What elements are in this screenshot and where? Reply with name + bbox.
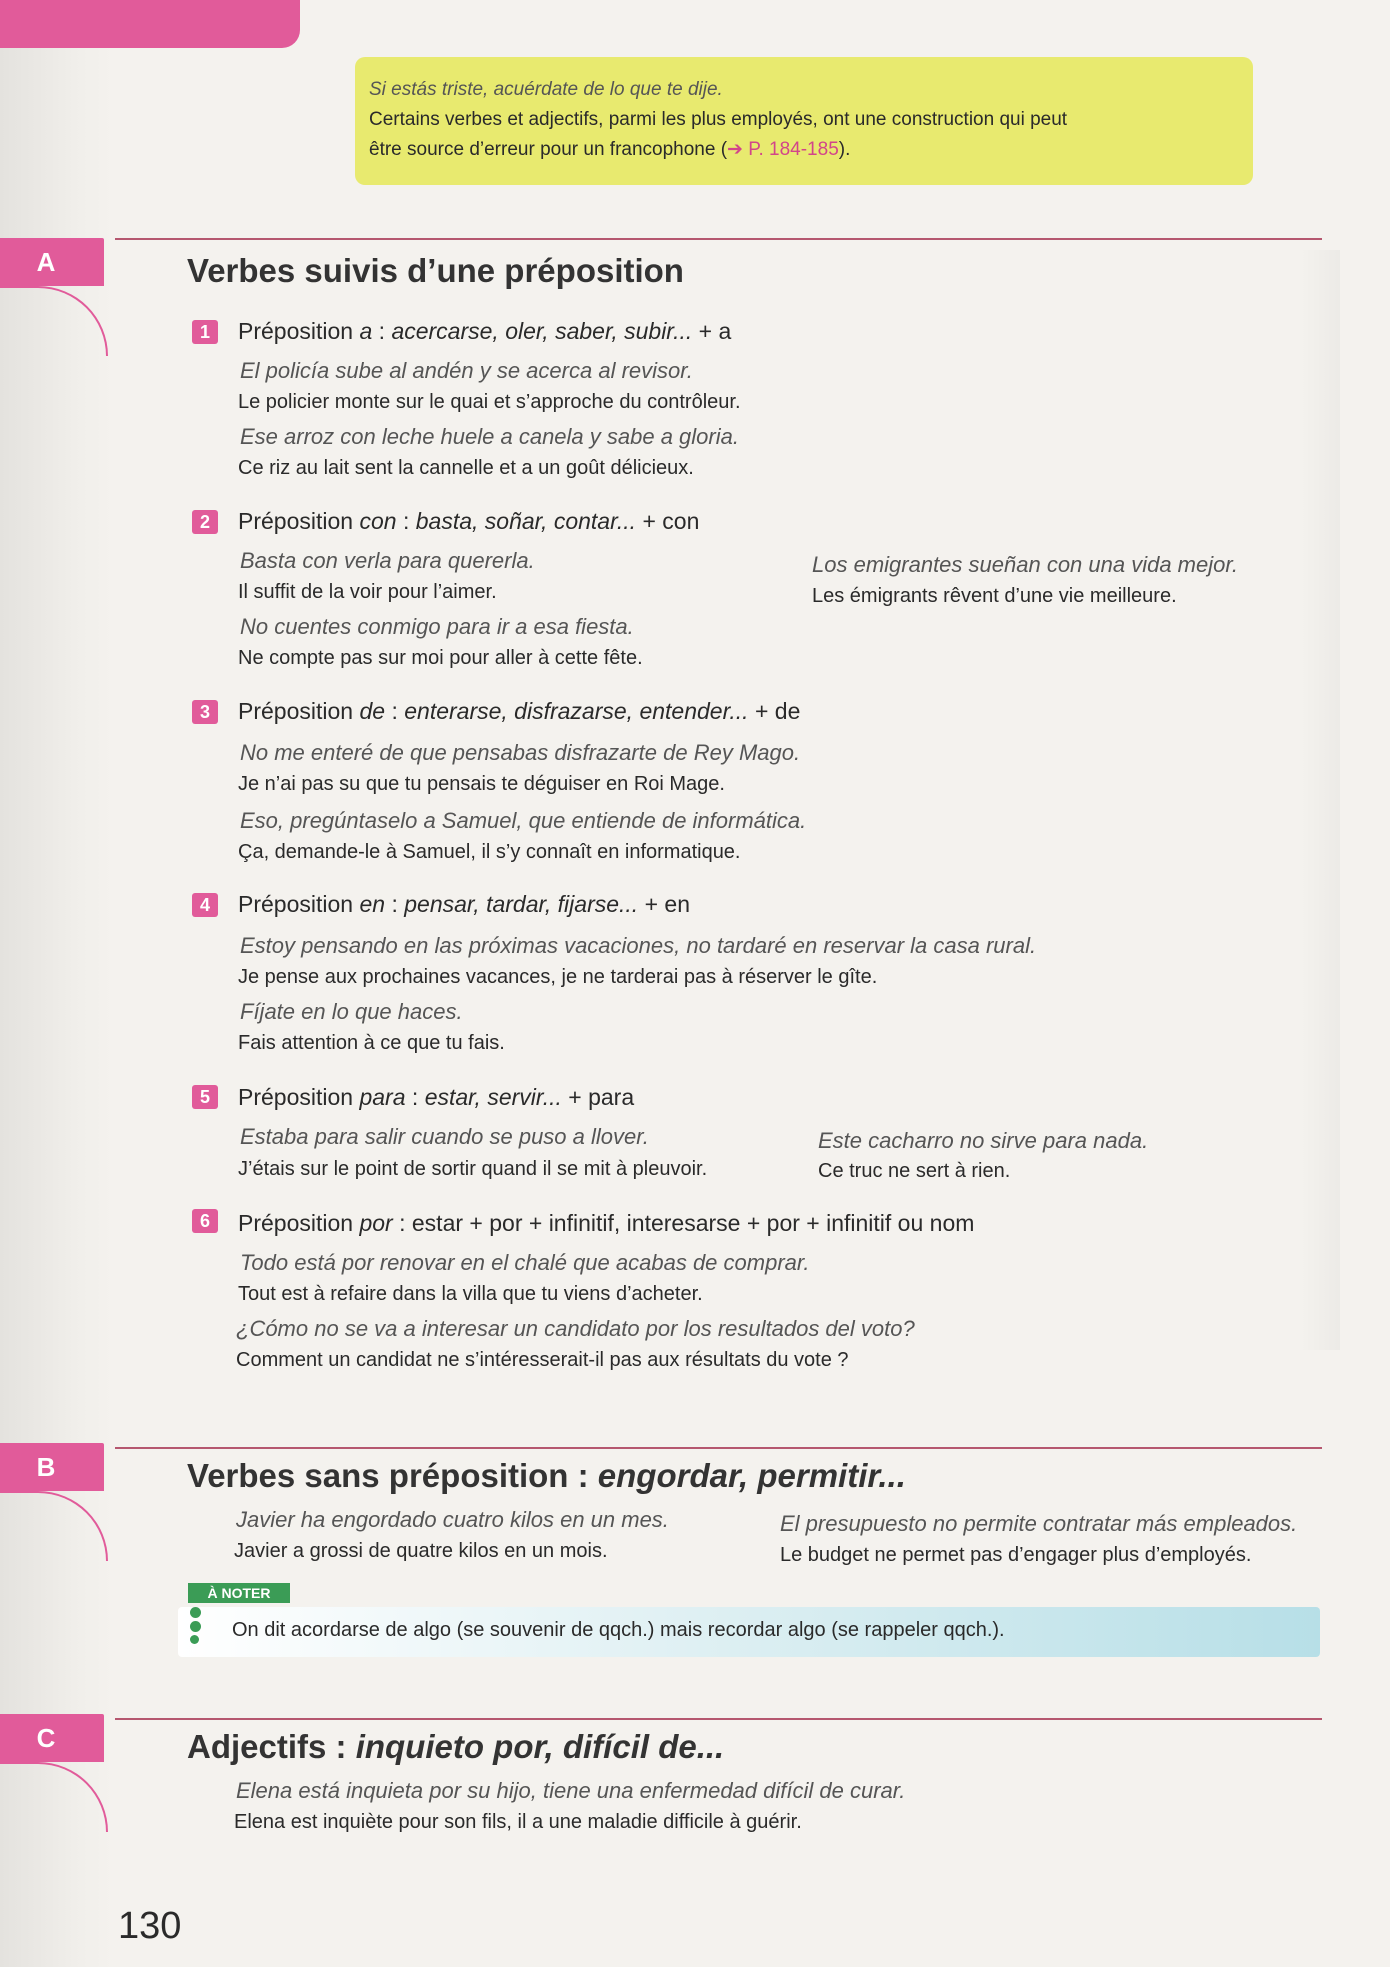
rule-heading-4: Préposition en : pensar, tardar, fijarse... + en (238, 891, 690, 917)
example-spanish: Estoy pensando en las próximas vacaciones, no tardaré en reservar la casa rural. (240, 933, 1037, 958)
tip-line-3: être source d’erreur pour un francophone (➔ P. 184-185). (369, 139, 851, 160)
example-spanish: Javier ha engordado cuatro kilos en un mes. (236, 1507, 669, 1532)
example-french: Il suffit de la voir pour l’aimer. (238, 581, 497, 603)
page-reference-link[interactable]: ➔ P. 184-185 (727, 139, 839, 160)
example-spanish: No cuentes conmigo para ir a esa fiesta. (240, 614, 634, 639)
tip-line-2: Certains verbes et adjectifs, parmi les plus employés, ont une construction qui peut (369, 109, 1068, 130)
example-spanish: ¿Cómo no se va a interesar un candidato por los resultados del voto? (236, 1316, 915, 1341)
tip-spanish-example: Si estás triste, acuérdate de lo que te dije. (369, 79, 723, 100)
note-text: On dit acordarse de algo (se souvenir de qqch.) mais recordar algo (se rappeler qqch.). (232, 1619, 1005, 1641)
note-dots (190, 1607, 202, 1647)
section-a-title: Verbes suivis d’une préposition (187, 252, 684, 289)
rule-number-5: 5 (192, 1085, 218, 1109)
rule-number-1: 1 (192, 320, 218, 344)
example-french: Ça, demande-le à Samuel, il s’y connaît en informatique. (238, 841, 741, 863)
example-spanish: Eso, pregúntaselo a Samuel, que entiende de informática. (240, 808, 807, 833)
example-french: Je n’ai pas su que tu pensais te déguiser en Roi Mage. (238, 773, 725, 795)
example-spanish: Fíjate en lo que haces. (240, 999, 463, 1024)
example-french: J’étais sur le point de sortir quand il se mit à pleuvoir. (238, 1158, 708, 1180)
page-number: 130 (118, 1905, 182, 1947)
example-french: Comment un candidat ne s’intéresserait-il pas aux résultats du vote ? (236, 1349, 849, 1371)
example-french: Le budget ne permet pas d’engager plus d’employés. (780, 1544, 1252, 1566)
section-c-rule (115, 1718, 1322, 1720)
page-edge-shadow (1300, 250, 1340, 1350)
example-french: Je pense aux prochaines vacances, je ne tarderai pas à réserver le gîte. (238, 966, 878, 988)
tip-box (355, 57, 1253, 185)
example-spanish: Este cacharro no sirve para nada. (818, 1128, 1149, 1153)
example-french: Le policier monte sur le quai et s’approche du contrôleur. (238, 391, 741, 413)
example-french: Ne compte pas sur moi pour aller à cette fête. (238, 647, 643, 669)
rule-heading-5: Préposition para : estar, servir... + para (238, 1084, 635, 1110)
example-spanish: Todo está por renovar en el chalé que acabas de comprar. (240, 1250, 810, 1275)
rule-heading-3: Préposition de : enterarse, disfrazarse, entender... + de (238, 698, 801, 724)
section-a-tab: A (0, 238, 104, 286)
rule-number-6: 6 (192, 1209, 218, 1233)
rule-heading-6: Préposition por : estar + por + infinitif, interesarse + por + infinitif ou nom (238, 1210, 975, 1236)
rule-number-2: 2 (192, 510, 218, 534)
section-a-rule (115, 238, 1322, 240)
section-b-rule (115, 1447, 1322, 1449)
section-c-title: Adjectifs : inquieto por, difícil de... (187, 1728, 725, 1765)
example-spanish: Estaba para salir cuando se puso a llover. (240, 1124, 649, 1149)
top-pink-tab (0, 0, 300, 48)
rule-number-3: 3 (192, 700, 218, 724)
rule-heading-1: Préposition a : acercarse, oler, saber, subir... + a (238, 318, 732, 344)
section-b-tab: B (0, 1443, 104, 1491)
example-spanish: Los emigrantes sueñan con una vida mejor. (812, 552, 1238, 577)
note-box (178, 1607, 1320, 1657)
example-spanish: El presupuesto no permite contratar más empleados. (780, 1511, 1298, 1536)
example-spanish: Elena está inquieta por su hijo, tiene una enfermedad difícil de curar. (236, 1778, 906, 1803)
section-b-title: Verbes sans préposition : engordar, permitir... (187, 1457, 906, 1494)
example-spanish: Ese arroz con leche huele a canela y sabe a gloria. (240, 424, 739, 449)
rule-number-4: 4 (192, 893, 218, 917)
example-french: Javier a grossi de quatre kilos en un mois. (234, 1540, 608, 1562)
example-spanish: Basta con verla para quererla. (240, 548, 535, 573)
example-french: Ce riz au lait sent la cannelle et a un goût délicieux. (238, 457, 694, 479)
example-spanish: El policía sube al andén y se acerca al revisor. (240, 358, 693, 383)
note-label: À NOTER (188, 1583, 290, 1603)
rule-heading-2: Préposition con : basta, soñar, contar... + con (238, 508, 700, 534)
example-spanish: No me enteré de que pensabas disfrazarte de Rey Mago. (240, 740, 801, 765)
example-french: Ce truc ne sert à rien. (818, 1160, 1011, 1182)
example-french: Fais attention à ce que tu fais. (238, 1032, 505, 1054)
example-french: Tout est à refaire dans la villa que tu viens d’acheter. (238, 1283, 703, 1305)
example-french: Elena est inquiète pour son fils, il a une maladie difficile à guérir. (234, 1811, 802, 1833)
example-french: Les émigrants rêvent d’une vie meilleure. (812, 585, 1177, 607)
section-c-tab: C (0, 1714, 104, 1762)
